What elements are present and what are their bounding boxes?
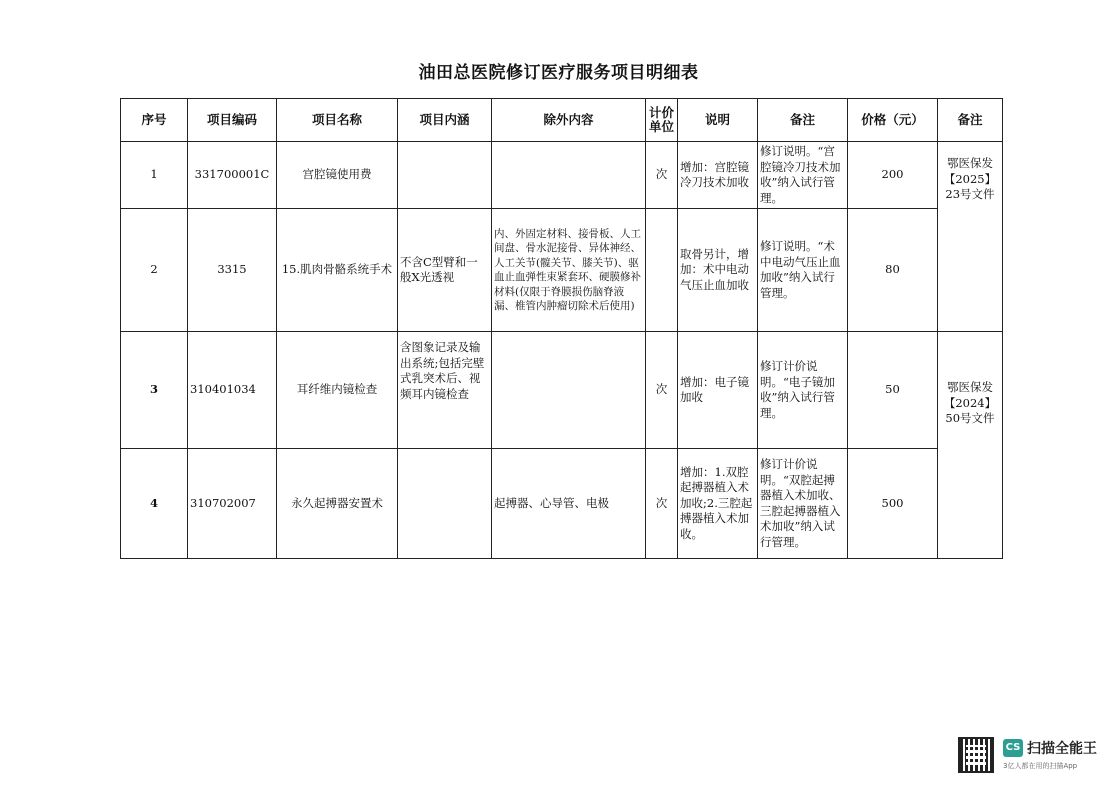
header-remark2: 备注: [938, 99, 1003, 142]
header-explanation: 说明: [678, 99, 758, 142]
cell-seq: 2: [121, 209, 188, 332]
cell-remark: 修订说明。“宫腔镜冷刀技术加收”纳入试行管理。: [758, 142, 848, 209]
cell-price: 80: [848, 209, 938, 332]
cell-excluded: 起搏器、心导管、电极: [492, 449, 646, 559]
document-title: 油田总医院修订医疗服务项目明细表: [418, 63, 699, 83]
cell-name: 15.肌肉骨骼系统手术: [277, 209, 398, 332]
scanner-watermark: [958, 737, 1108, 775]
cell-name: 宫腔镜使用费: [277, 142, 398, 209]
header-price: 价格（元）: [848, 99, 938, 142]
cell-price: 200: [848, 142, 938, 209]
table-row: [121, 209, 1003, 332]
cs-logo-icon: CS: [1003, 739, 1023, 757]
cell-remark: 修订说明。“术中电动气压止血加收”纳入试行管理。: [758, 209, 848, 332]
header-seq: 序号: [121, 99, 188, 142]
cell-excluded: [492, 142, 646, 209]
cell-remark: 修订计价说明。“电子镜加收”纳入试行管理。: [758, 332, 848, 449]
cell-content: [398, 142, 492, 209]
table-row: [121, 332, 1003, 449]
app-tagline: 3亿人都在用的扫描App: [1003, 762, 1078, 770]
cell-content: [398, 449, 492, 559]
qr-code-icon: [958, 737, 994, 773]
cell-remark: 修订计价说明。“双腔起搏器植入术加收、三腔起搏器植入术加收”纳入试行管理。: [758, 449, 848, 559]
cell-content: 不含C型臂和一般X光透视: [398, 209, 492, 332]
cell-unit: 次: [646, 142, 678, 209]
cell-price: 50: [848, 332, 938, 449]
cell-doc-number: 鄂医保发【2025】23号文件: [938, 142, 1003, 332]
cell-content: 含图象记录及输出系统;包括完壁式乳突术后、视频耳内镜检查: [398, 332, 492, 449]
header-code: 项目编码: [188, 99, 277, 142]
cell-code: 310702007: [188, 449, 277, 559]
cell-explanation: 取骨另计，增加：术中电动气压止血加收: [678, 209, 758, 332]
cell-explanation: 增加：电子镜加收: [678, 332, 758, 449]
cell-unit: 次: [646, 449, 678, 559]
cell-name: 永久起搏器安置术: [277, 449, 398, 559]
cell-excluded: 内、外固定材料、接骨板、人工间盘、骨水泥接骨、异体神经、人工关节(髋关节、膝关节)、驱血止血弹性束紧套环、硬膜修补材料(仅限于脊膜损伤脑脊液漏、椎管内肿瘤切除术后使用): [492, 209, 646, 332]
cell-code: 3315: [188, 209, 277, 332]
cell-explanation: 增加：宫腔镜冷刀技术加收: [678, 142, 758, 209]
header-content: 项目内涵: [398, 99, 492, 142]
header-excluded: 除外内容: [492, 99, 646, 142]
header-row: [121, 99, 1003, 142]
cell-seq: 1: [121, 142, 188, 209]
cell-unit: [646, 209, 678, 332]
fee-table: [120, 98, 1003, 559]
cell-explanation: 增加：1.双腔起搏器植入术加收;2.三腔起搏器植入术加收。: [678, 449, 758, 559]
cell-price: 500: [848, 449, 938, 559]
table-row: [121, 142, 1003, 209]
cell-seq: 3: [121, 332, 188, 449]
header-name: 项目名称: [277, 99, 398, 142]
table-row: [121, 449, 1003, 559]
header-remark: 备注: [758, 99, 848, 142]
cell-code: 310401034: [188, 332, 277, 449]
app-name: 扫描全能王: [1027, 741, 1097, 757]
header-unit: 计价单位: [646, 99, 678, 142]
cell-unit: 次: [646, 332, 678, 449]
cell-doc-number: 鄂医保发【2024】50号文件: [938, 332, 1003, 559]
cell-seq: 4: [121, 449, 188, 559]
cell-code: 331700001C: [188, 142, 277, 209]
cell-excluded: [492, 332, 646, 449]
cell-name: 耳纤维内镜检查: [277, 332, 398, 449]
